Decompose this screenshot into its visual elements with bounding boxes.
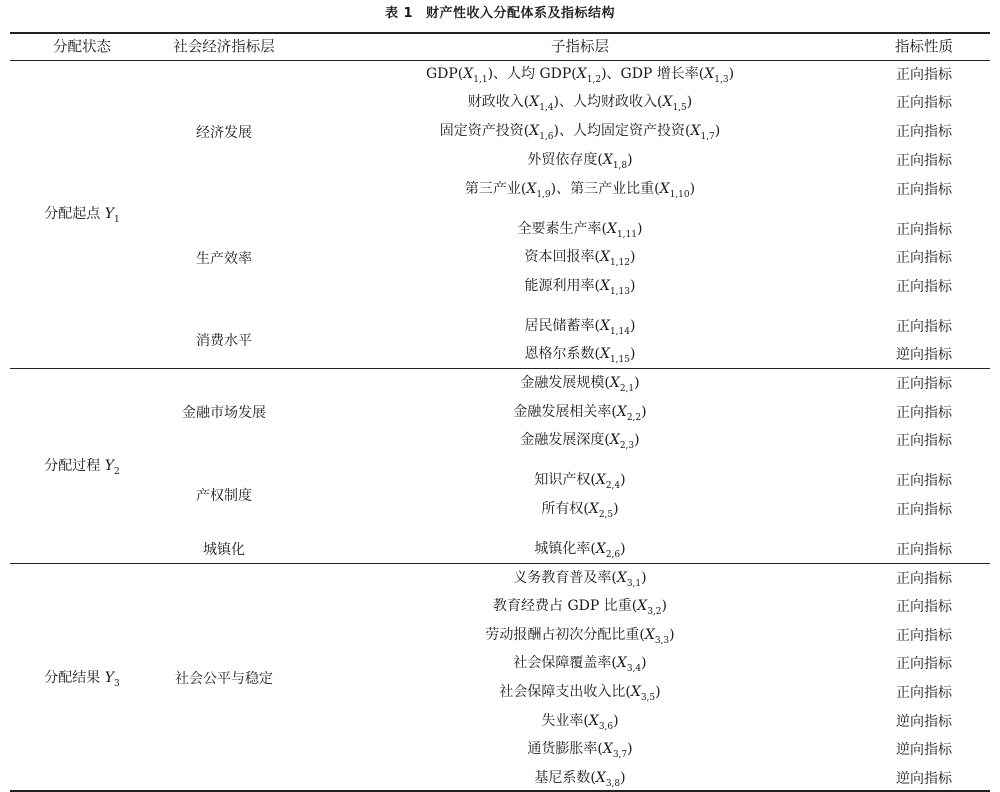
indicator-nature-cell: 正向指标 (896, 279, 952, 295)
sub-indicator-cell: 金融发展深度$(X_{2,3})$ (520, 432, 640, 451)
indicator-nature-cell: 逆向指标 (896, 347, 952, 363)
indicator-nature-cell: 正向指标 (896, 182, 952, 198)
sub-indicator-cell: 第三产业$(X_{1,9})$、第三产业比重$(X_{1,10})$ (464, 181, 696, 200)
indicator-nature-cell: 正向指标 (896, 656, 952, 672)
table-top-rule (10, 32, 990, 34)
socioeconomic-layer-cell: 城镇化 (203, 542, 245, 558)
indicator-nature-cell: 正向指标 (896, 599, 952, 615)
indicator-nature-cell: 正向指标 (896, 473, 952, 489)
table-separator-rule (10, 60, 990, 61)
sub-indicator-cell: 资本回报率$(X_{1,12})$ (524, 249, 636, 268)
sub-indicator-cell: 教育经费占 GDP 比重$(X_{3,2})$ (493, 598, 667, 617)
indicator-nature-cell: 正向指标 (896, 542, 952, 558)
sub-indicator-cell: 固定资产投资$(X_{1,6})$、人均固定资产投资$(X_{1,7})$ (439, 123, 721, 142)
socioeconomic-layer-cell: 消费水平 (196, 333, 252, 349)
sub-indicator-cell: 义务教育普及率$(X_{3,1})$ (513, 570, 647, 589)
table-number: 表 1 (384, 6, 414, 21)
indicator-nature-cell: 逆向指标 (896, 771, 952, 787)
socioeconomic-layer-cell: 产权制度 (196, 487, 252, 504)
sub-indicator-cell: $GDP(X_{1,1})$、人均 $GDP(X_{1,2})$、GDP 增长率$(X_{1,3})$ (425, 66, 735, 85)
table-separator-rule (10, 368, 990, 369)
sub-indicator-cell: 财政收入$(X_{1,4})$、人均财政收入$(X_{1,5})$ (467, 94, 693, 113)
sub-indicator-cell: 基尼系数$(X_{3,8})$ (534, 770, 626, 789)
table-title: 财产性收入分配体系及指标结构 (426, 6, 616, 21)
sub-indicator-cell: 外贸依存度$(X_{1,8})$ (527, 152, 633, 171)
sub-indicator-cell: 社会保障支出收入比$(X_{3,5})$ (499, 684, 661, 703)
socioeconomic-layer-cell: 生产效率 (196, 250, 252, 267)
sub-indicator-cell: 恩格尔系数$(X_{1,15})$ (524, 346, 636, 365)
indicator-nature-cell: 逆向指标 (896, 742, 952, 758)
sub-indicator-cell: 失业率$(X_{3,6})$ (541, 713, 619, 732)
header-indicator-nature: 指标性质 (895, 39, 953, 56)
sub-indicator-cell: 金融发展规模$(X_{2,1})$ (520, 375, 640, 394)
sub-indicator-cell: 知识产权$(X_{2,4})$ (534, 472, 626, 491)
sub-indicator-cell: 能源利用率$(X_{1,13})$ (524, 278, 636, 297)
sub-indicator-cell: 金融发展相关率$(X_{2,2})$ (513, 404, 647, 423)
indicator-nature-cell: 正向指标 (896, 405, 952, 421)
indicator-nature-cell: 正向指标 (896, 124, 952, 140)
indicator-nature-cell: 正向指标 (896, 376, 952, 392)
indicator-nature-cell: 正向指标 (896, 319, 952, 335)
indicator-nature-cell: 正向指标 (896, 433, 952, 449)
indicator-nature-cell: 正向指标 (896, 571, 952, 587)
indicator-nature-cell: 正向指标 (896, 502, 952, 518)
indicator-nature-cell: 正向指标 (896, 95, 952, 111)
socioeconomic-layer-cell: 经济发展 (196, 124, 252, 141)
sub-indicator-cell: 通货膨胀率$(X_{3,7})$ (527, 741, 633, 760)
header-sub-indicator: 子指标层 (551, 39, 609, 56)
indicator-nature-cell: 正向指标 (896, 67, 952, 83)
distribution-state-cell: 分配过程 $Y_2$ (44, 458, 120, 477)
socioeconomic-layer-cell: 金融市场发展 (182, 404, 266, 421)
sub-indicator-cell: 全要素生产率$(X_{1,11})$ (517, 221, 643, 240)
distribution-state-cell: 分配结果 $Y_3$ (44, 670, 120, 689)
sub-indicator-cell: 居民储蓄率$(X_{1,14})$ (524, 318, 636, 337)
sub-indicator-cell: 社会保障覆盖率$(X_{3,4})$ (513, 655, 647, 674)
table-caption (0, 0, 1000, 28)
sub-indicator-cell: 城镇化率$(X_{2,6})$ (534, 541, 626, 560)
header-socioeconomic-layer: 社会经济指标层 (173, 39, 275, 56)
distribution-state-cell: 分配起点 $Y_1$ (44, 206, 120, 225)
indicator-nature-cell: 正向指标 (896, 685, 952, 701)
sub-indicator-cell: 所有权$(X_{2,5})$ (541, 501, 619, 520)
sub-indicator-cell: 劳动报酬占初次分配比重$(X_{3,3})$ (485, 627, 675, 646)
socioeconomic-layer-cell: 社会公平与稳定 (175, 671, 273, 687)
table-separator-rule (10, 563, 990, 564)
header-distribution-state: 分配状态 (53, 39, 111, 56)
indicator-nature-cell: 正向指标 (896, 153, 952, 169)
indicator-nature-cell: 逆向指标 (896, 714, 952, 730)
indicator-nature-cell: 正向指标 (896, 222, 952, 238)
indicator-nature-cell: 正向指标 (896, 250, 952, 266)
indicator-nature-cell: 正向指标 (896, 628, 952, 644)
